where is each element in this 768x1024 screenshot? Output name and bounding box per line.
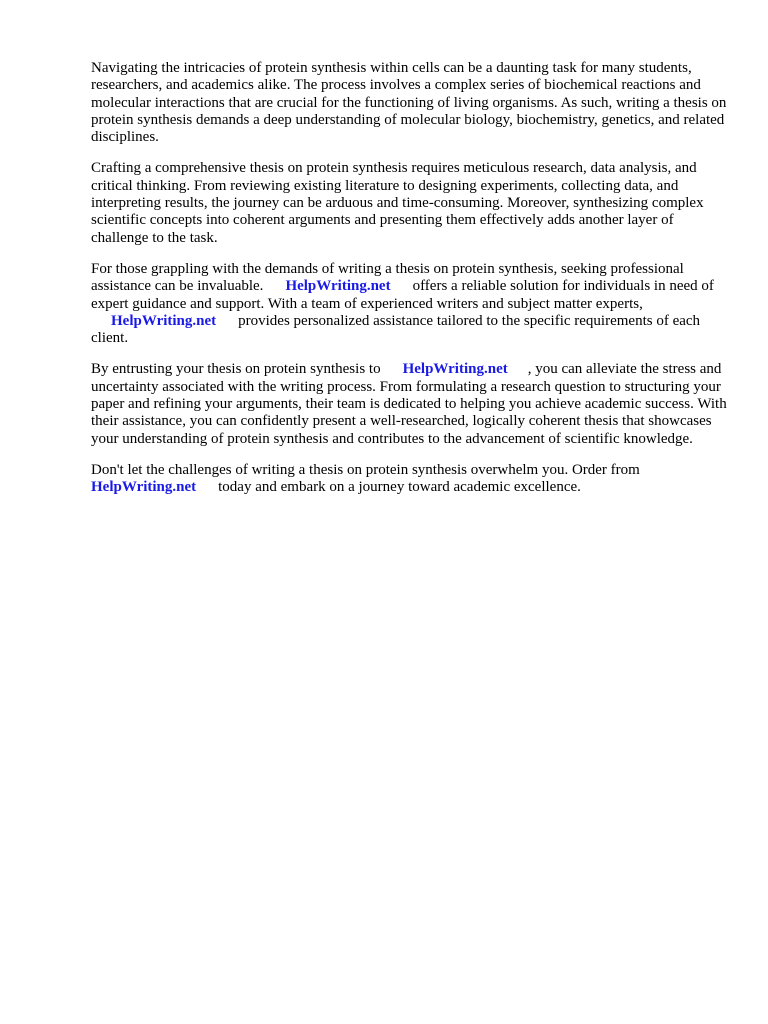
paragraph-closing: [91, 462, 727, 497]
helpwriting-link[interactable]: HelpWriting.net: [111, 312, 217, 329]
paragraph-entrusting: [91, 361, 727, 447]
paragraph-text: today and embark on a journey toward academic excellence.: [218, 479, 581, 496]
paragraph-text: offers a reliable solution for individuals in need of expert guidance and support. With a team of experienced writers and subject matter experts,: [91, 278, 714, 312]
document-body: [91, 60, 727, 511]
helpwriting-link[interactable]: HelpWriting.net: [91, 479, 197, 496]
paragraph-assistance: [91, 261, 727, 347]
paragraph-crafting: Crafting a comprehensive thesis on protein synthesis requires meticulous research, data analysis, and critical thinking. From reviewing existing literature to designing experiments, collecting data, and interpreting results, the journey can be arduous and time-consuming. Moreover, synthesizing complex scientific concepts into coherent arguments and presenting them effectively adds another layer of challenge to the task.: [91, 160, 704, 246]
paragraph-intro: Navigating the intricacies of protein synthesis within cells can be a daunting task for many students, researchers, and academics alike. The process involves a complex series of biochemical reactions and molecular interactions that are crucial for the functioning of living organisms. As such, writing a thesis on protein synthesis demands a deep understanding of molecular biology, biochemistry, genetics, and related disciplines.: [91, 60, 727, 146]
paragraph-text: provides personalized assistance tailored to the specific requirements of each client.: [91, 312, 701, 347]
helpwriting-link[interactable]: HelpWriting.net: [285, 278, 391, 295]
helpwriting-link[interactable]: HelpWriting.net: [402, 361, 508, 378]
paragraph-text: For those grappling with the demands of writing a thesis on protein synthesis, seeking professional assistance can be invaluable.: [91, 260, 684, 295]
paragraph-text: Don't let the challenges of writing a thesis on protein synthesis overwhelm you. Order from: [91, 461, 640, 478]
paragraph-text: By entrusting your thesis on protein synthesis to: [91, 361, 381, 378]
paragraph-text: , you can alleviate the stress and uncertainty associated with the writing process. From formulating a research question to structuring your paper and refining your arguments, their team is dedicated to helping you achieve academic success. With their assistance, you can confidently present a well-researched, logically coherent thesis that showcases your understanding of protein synthesis and contributes to the advancement of scientific knowledge.: [91, 361, 727, 447]
